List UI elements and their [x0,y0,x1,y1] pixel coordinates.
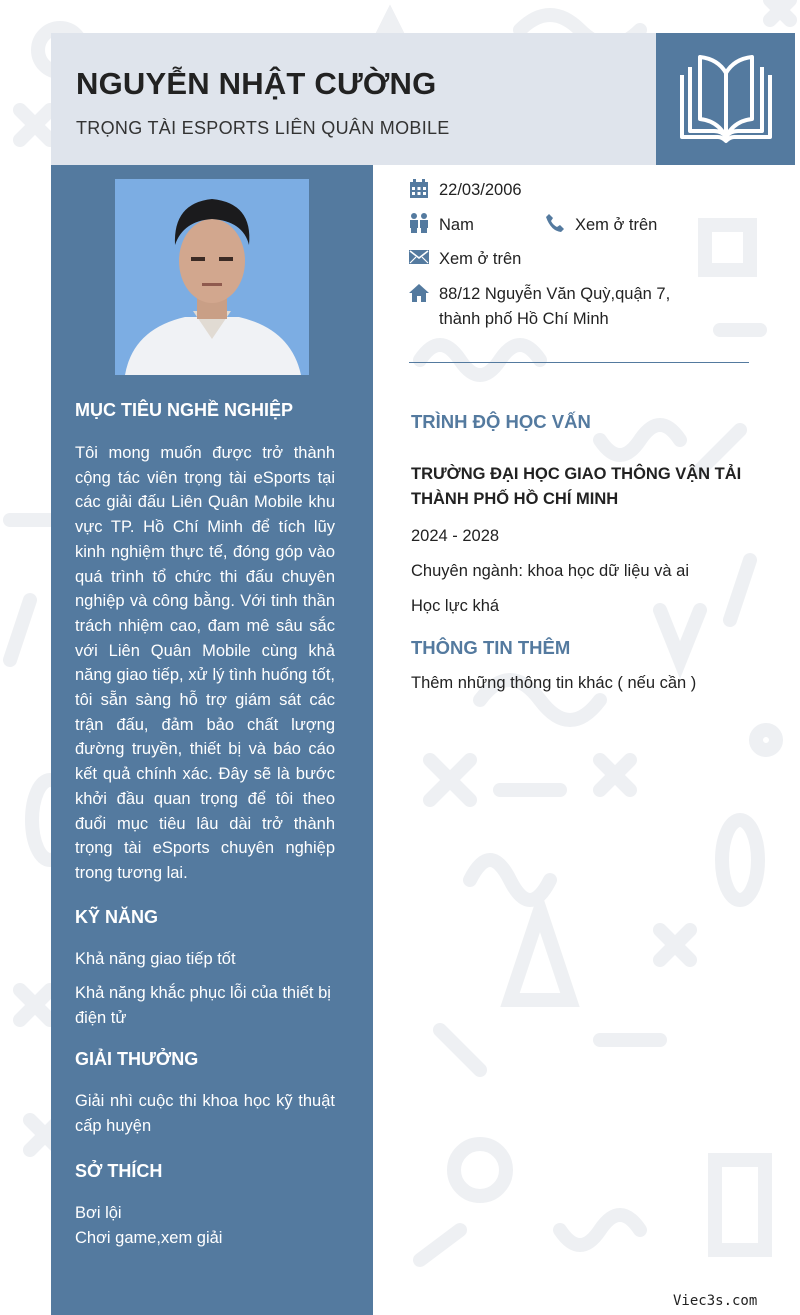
watermark: Viec3s.com [673,1293,758,1309]
mail-icon [409,247,429,267]
address-line-1: 88/12 Nguyễn Văn Quỳ,quận 7, [439,285,671,303]
calendar-icon [409,179,429,199]
hobbies-title: SỞ THÍCH [75,1161,163,1181]
skills-title: KỸ NĂNG [75,907,159,927]
candidate-name: NGUYỄN NHẬT CƯỜNG [76,66,437,101]
hobby-item: Chơi game,xem giải [75,1229,223,1247]
objective-text: Tôi mong muốn được trở thành cộng tác viên trọng tài eSports tại các giải đấu Liên Quân Mobile khu vực TP. Hồ Chí Minh để tích lũy kinh nghiệm thực tế, đóng góp vào quá trình tổ chức thi đấu chuyên nghiệp và công bằng. Với tinh thần trách nhiệm cao, đam mê sâu sắc với Liên Quân Mobile cùng khả năng giao tiếp, xử lý tình huống tốt, tôi sẵn sàng hỗ trợ giám sát các trận đấu, đảm bảo chất lượng đường truyền, thiết bị và báo cáo kết quả chính xác. Đây sẽ là bước khởi đầu quan trọng để tôi theo đuổi mục tiêu lâu dài trở thành trọng tài eSports chuyên nghiệp trong tương lai. [75,444,335,882]
address-line-2: thành phố Hồ Chí Minh [439,310,609,328]
additional-info-text: Thêm những thông tin khác ( nếu cần ) [411,674,697,692]
education-title: TRÌNH ĐỘ HỌC VẤN [411,411,591,432]
open-book-icon [678,53,774,145]
job-title: TRỌNG TÀI ESPORTS LIÊN QUÂN MOBILE [76,118,450,138]
skill-item: Khả năng giao tiếp tốt [75,950,236,968]
additional-info-title: THÔNG TIN THÊM [411,637,571,658]
education-major: Chuyên ngành: khoa học dữ liệu và ai [411,562,689,580]
school-name: TRƯỜNG ĐẠI HỌC GIAO THÔNG VẬN TẢI THÀNH PHỐ HỒ CHÍ MINH [411,465,742,508]
phone-icon [545,213,565,233]
gender-icon [409,213,429,233]
header-icon-box [656,33,795,165]
award-item: Giải nhì cuộc thi khoa học kỹ thuật cấp huyện [75,1092,335,1135]
objective-title: MỤC TIÊU NGHỀ NGHIỆP [75,400,294,420]
home-icon [409,283,429,303]
sidebar [51,165,373,1315]
phone-value: Xem ở trên [575,216,658,234]
education-years: 2024 - 2028 [411,527,500,545]
section-divider [409,362,749,363]
skill-item: Khả năng khắc phục lỗi của thiết bị điện tử [75,984,331,1027]
education-grade: Học lực khá [411,597,500,615]
hobby-item: Bơi lội [75,1204,122,1222]
awards-title: GIẢI THƯỞNG [75,1049,199,1069]
header-banner [51,33,656,165]
email-value: Xem ở trên [439,250,522,268]
birthday-value: 22/03/2006 [439,181,522,199]
main-content [373,165,800,1315]
gender-value: Nam [439,216,474,234]
profile-photo [115,179,309,375]
